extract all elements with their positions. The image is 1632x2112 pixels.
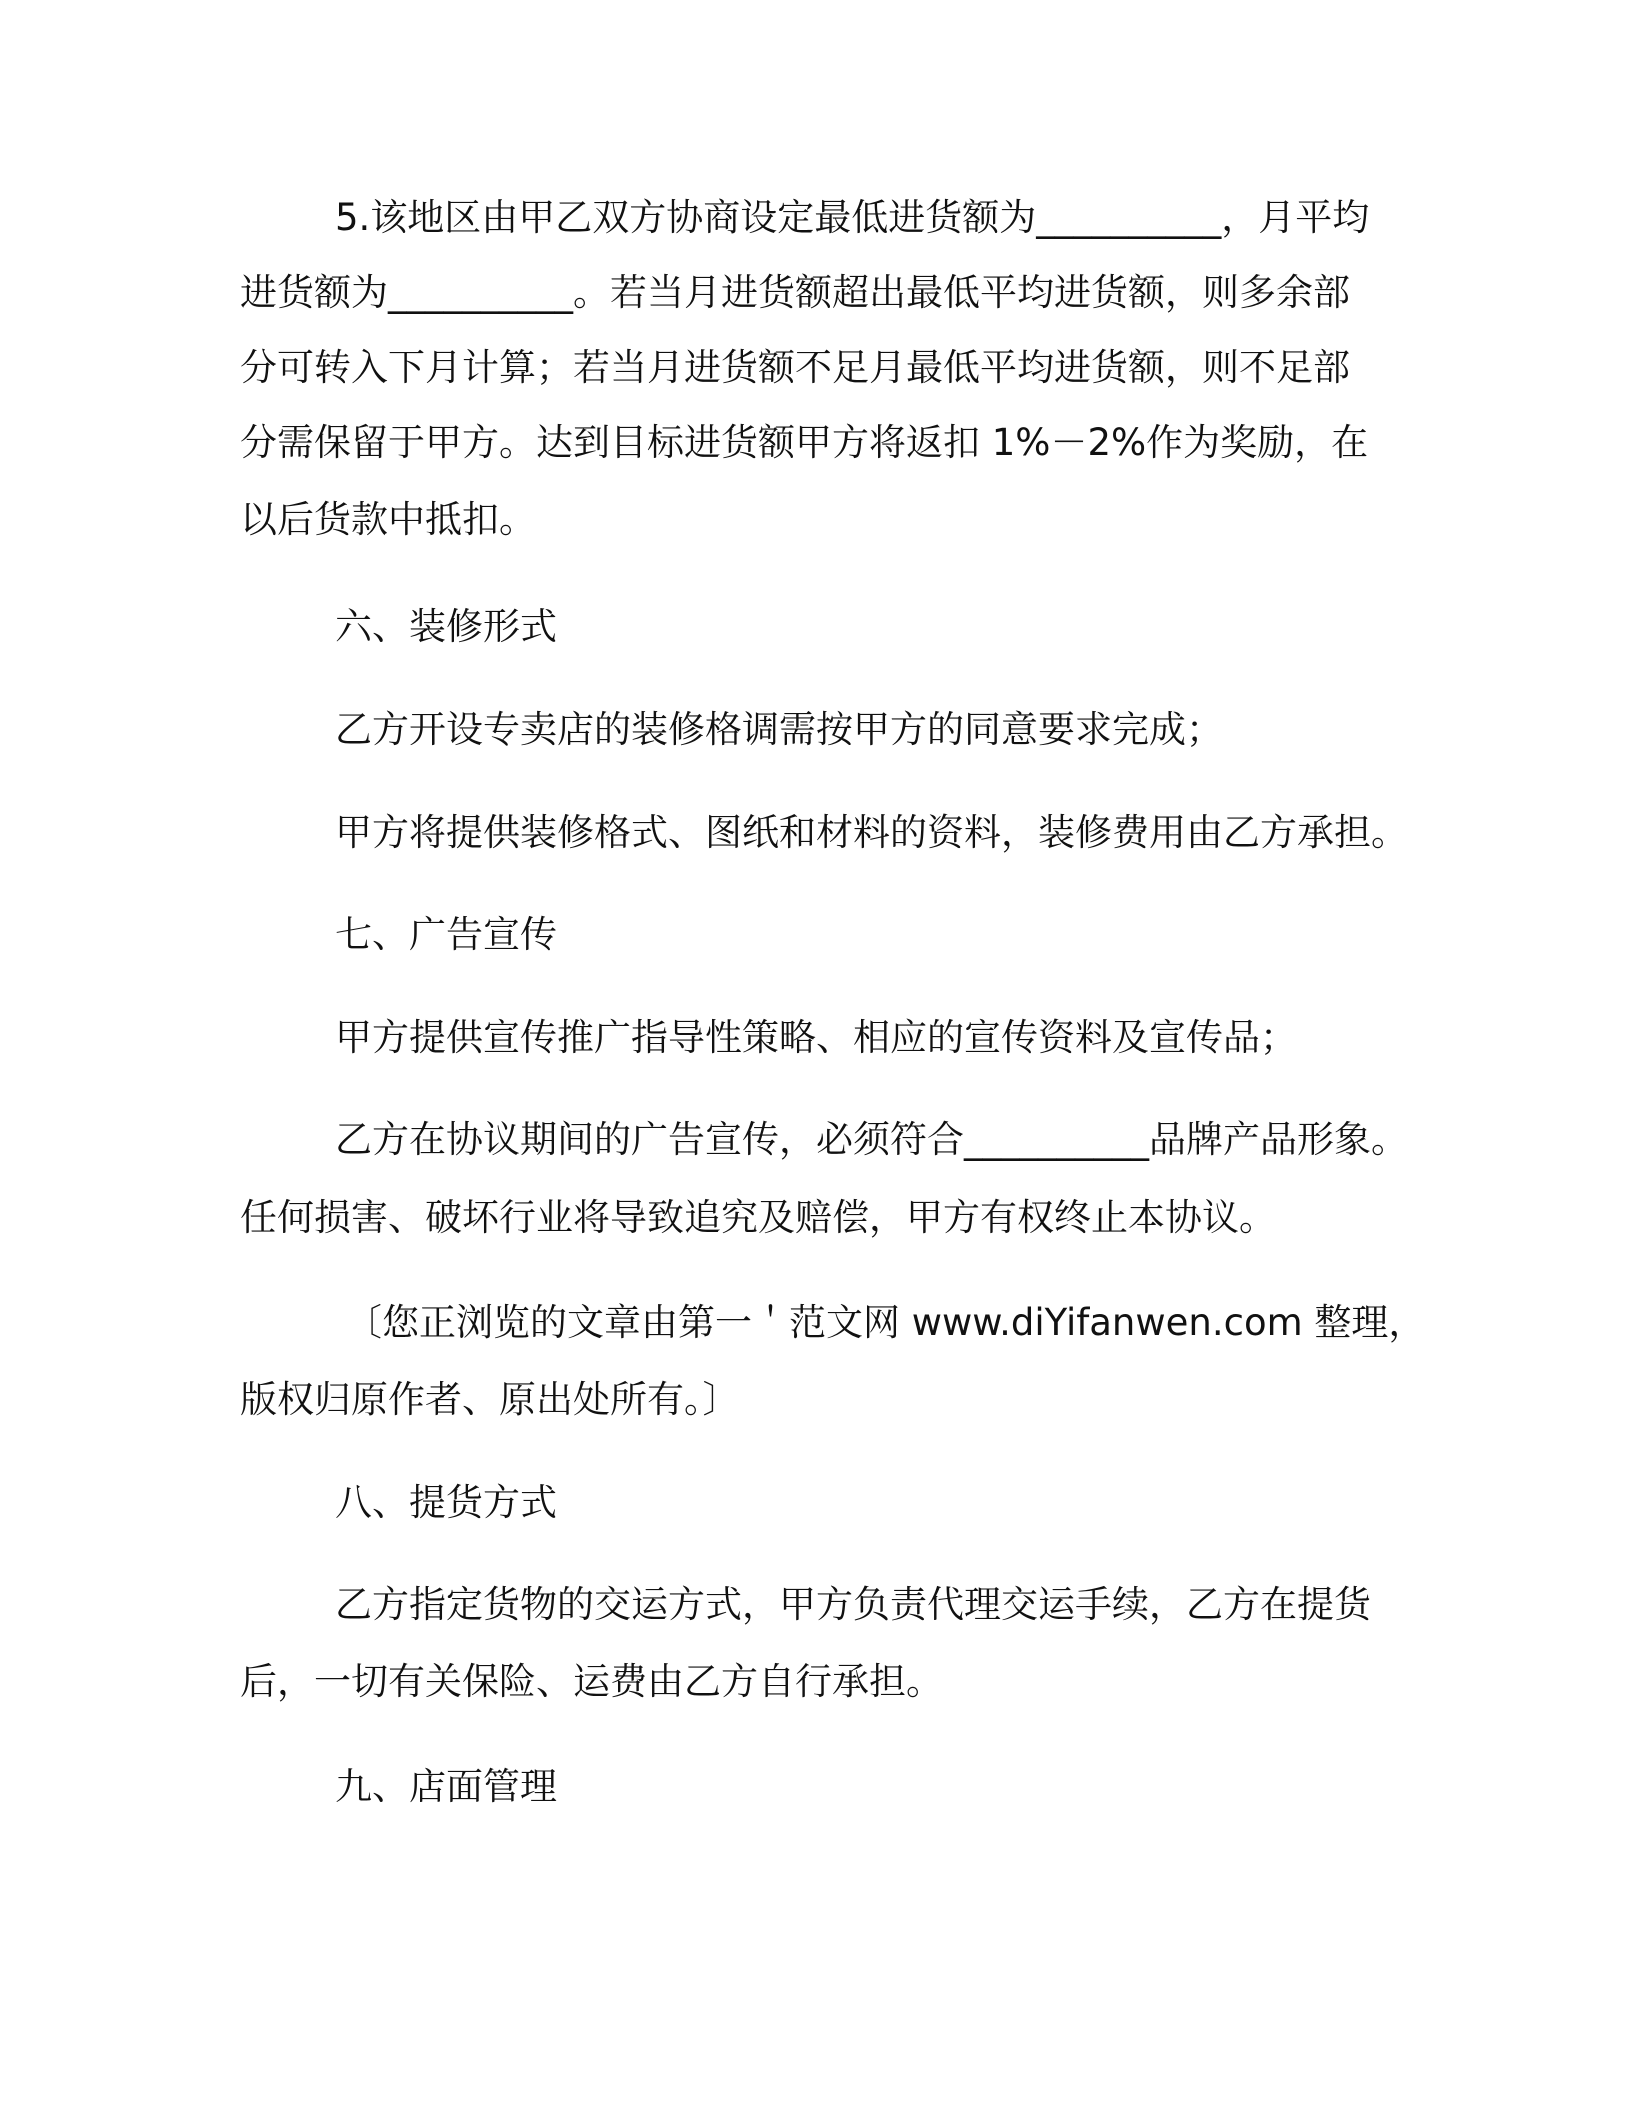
paragraph-5-line-5: 以后货款中抵扣。 [240, 498, 536, 541]
section-6-heading: 六、装修形式 [335, 605, 557, 648]
section-7-paragraph-2-line-1: 乙方在协议期间的广告宣传，必须符合__________品牌产品形象。 [335, 1118, 1408, 1161]
paragraph-5-line-3: 分可转入下月计算；若当月进货额不足月最低平均进货额，则不足部 [240, 346, 1350, 389]
section-6-paragraph-1: 乙方开设专卖店的装修格调需按甲方的同意要求完成； [335, 708, 1223, 751]
paragraph-5-line-4: 分需保留于甲方。达到目标进货额甲方将返扣 1%－2%作为奖励，在 [240, 421, 1369, 464]
section-7-paragraph-1: 甲方提供宣传推广指导性策略、相应的宣传资料及宣传品； [335, 1016, 1297, 1059]
section-6-paragraph-2: 甲方将提供装修格式、图纸和材料的资料，装修费用由乙方承担。 [335, 811, 1408, 854]
section-7-paragraph-2-line-2: 任何损害、破坏行业将导致追究及赔偿，甲方有权终止本协议。 [240, 1196, 1276, 1239]
section-8-paragraph-line-1: 乙方指定货物的交运方式，甲方负责代理交运手续，乙方在提货 [335, 1583, 1371, 1626]
source-notice-line-1: 〔您正浏览的文章由第一＇范文网 www.diYifanwen.com 整理， [345, 1301, 1426, 1344]
section-8-paragraph-line-2: 后，一切有关保险、运费由乙方自行承担。 [240, 1660, 943, 1703]
section-8-heading: 八、提货方式 [335, 1481, 557, 1524]
paragraph-5-line-2: 进货额为__________。若当月进货额超出最低平均进货额，则多余部 [240, 271, 1350, 314]
section-7-heading: 七、广告宣传 [335, 913, 557, 956]
source-notice-line-2: 版权归原作者、原出处所有。〕 [240, 1378, 740, 1421]
section-9-heading: 九、店面管理 [335, 1765, 557, 1808]
paragraph-5-line-1: 5.该地区由甲乙双方协商设定最低进货额为__________，月平均 [335, 196, 1370, 239]
